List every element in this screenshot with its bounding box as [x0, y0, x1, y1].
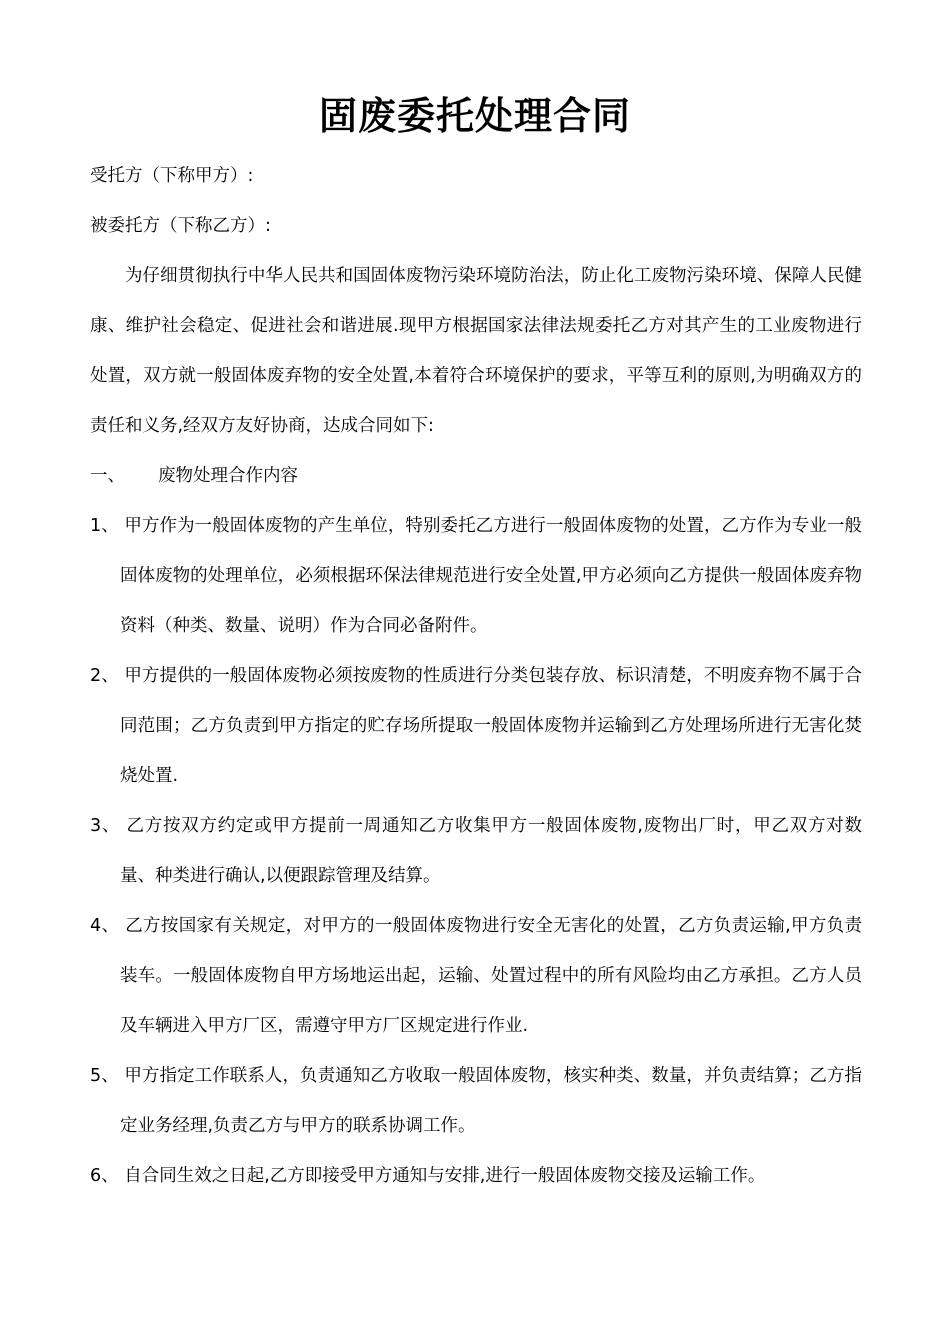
list-item: 2、 甲方提供的一般固体废物必须按废物的性质进行分类包装存放、标识清楚，不明废弃物不属于合同范围；乙方负责到甲方指定的贮存场所提取一般固体废物并运输到乙方处理场所进行无害化焚烧处置.	[90, 666, 862, 786]
list-item: 3、 乙方按双方约定或甲方提前一周通知乙方收集甲方一般固体废物,废物出厂时，甲乙双方对数量、种类进行确认,以便跟踪管理及结算。	[90, 816, 862, 886]
preamble-paragraph: 为仔细贯彻执行中华人民共和国固体废物污染环境防治法，防止化工废物污染环境、保障人民健康、维护社会稳定、促进社会和谐进展.现甲方根据国家法律法规委托乙方对其产生的工业废物进行处置，双方就一般固体废弃物的安全处置,本着符合环境保护的要求，平等互利的原则,为明确双方的责任和义务,经双方友好协商，达成合同如下:	[90, 266, 862, 436]
section-title: 废物处理合作内容	[158, 466, 298, 486]
document-title: 固废委托处理合同	[318, 94, 631, 138]
list-item: 1、 甲方作为一般固体废物的产生单位，特别委托乙方进行一般固体废物的处置，乙方作为专业一般固体废物的处理单位，必须根据环保法律规范进行安全处置,甲方必须向乙方提供一般固体废弃物资料（种类、数量、说明）作为合同必备附件。	[90, 516, 862, 636]
list-item: 6、 自合同生效之日起,乙方即接受甲方通知与安排,进行一般固体废物交接及运输工作。	[90, 1166, 766, 1186]
list-item: 5、 甲方指定工作联系人，负责通知乙方收取一般固体废物，核实种类、数量，并负责结算；乙方指定业务经理,负责乙方与甲方的联系协调工作。	[90, 1066, 862, 1136]
section-number: 一、	[90, 466, 125, 486]
list-item: 4、 乙方按国家有关规定，对甲方的一般固体废物进行安全无害化的处置，乙方负责运输,甲方负责装车。一般固体废物自甲方场地运出起，运输、处置过程中的所有风险均由乙方承担。乙方人员及车辆进入甲方厂区，需遵守甲方厂区规定进行作业.	[90, 916, 862, 1036]
section-heading	[90, 451, 862, 501]
party-b-line: 被委托方（下称乙方）:	[90, 216, 271, 236]
document-body	[90, 151, 862, 1201]
party-a-line: 受托方（下称甲方）:	[90, 166, 254, 186]
